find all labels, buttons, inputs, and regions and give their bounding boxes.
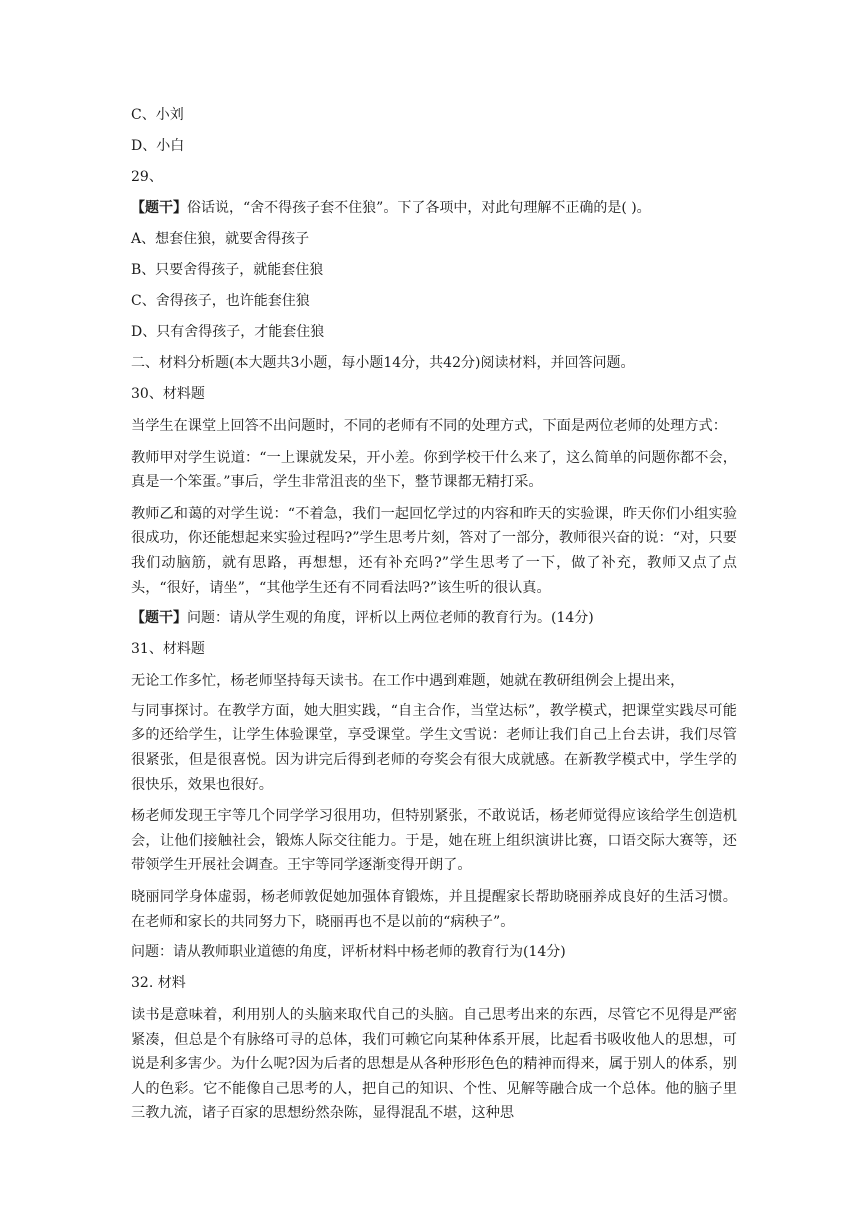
question-30-stem — [131, 607, 737, 629]
question-32-number: 32. 材料 — [131, 975, 186, 992]
question-29-option-b: B、只要舍得孩子，就能套住狼 — [131, 262, 324, 278]
stem-text: 问题：请从学生观的角度，评析以上两位老师的教育行为。(14分) — [187, 610, 594, 627]
question-29-option-c: C、舍得孩子，也许能套住狼 — [131, 293, 310, 309]
stem-tag: 【题干】 — [131, 610, 187, 627]
section-2-heading: 二、材料分析题(本大题共3小题，每小题14分，共42分)阅读材料，并回答问题。 — [131, 355, 635, 371]
question-30-paragraph: 当学生在课堂上回答不出问题时，不同的老师有不同的处理方式，下面是两位老师的处理方式： — [131, 418, 727, 434]
question-32-paragraph: 读书是意味着，利用别人的头脑来取代自己的头脑。自己思考出来的东西，尽管它不见得是严密紧凑，但总是个有脉络可寻的总体，我们可赖它向某种体系开展，比起看书吸收他人的思想，可说是利多害少。为什么呢?因为后者的思想是从各种形形色色的精神而得来，属于别人的体系，别人的色彩。它不能像自己思考的人，把自己的知识、个性、见解等融合成一个总体。他的脑子里三教九流，诸子百家的思想纷然杂陈，显得混乱不堪，这种思 — [131, 1007, 737, 1122]
question-30-paragraph: 教师乙和蔼的对学生说：“不着急，我们一起回忆学过的内容和昨天的实验课，昨天你们小组实验很成功，你还能想起来实验过程吗?”学生思考片刻，答对了一部分，教师很兴奋的说：“对，只要我们动脑筋，就有思路，再想想，还有补充吗?”学生思考了一下，做了补充，教师又点了点头，“很好，请坐”，“其他学生还有不同看法吗?”该生听的很认真。 — [131, 505, 737, 596]
question-31-paragraph: 晓丽同学身体虚弱，杨老师敦促她加强体育锻炼，并且提醒家长帮助晓丽养成良好的生活习惯。在老师和家长的共同努力下，晓丽再也不是以前的“病秧子”。 — [131, 888, 737, 930]
question-31-question: 问题：请从教师职业道德的角度，评析材料中杨老师的教育行为(14分) — [131, 944, 566, 961]
question-29-stem — [131, 197, 737, 219]
question-30-paragraph: 教师甲对学生说道：“一上课就发呆，开小差。你到学校干什么来了，这么简单的问题你都不会，真是一个笨蛋。”事后，学生非常沮丧的坐下，整节课都无精打采。 — [131, 449, 737, 491]
question-31-number: 31、材料题 — [131, 641, 205, 658]
question-29-number: 29、 — [131, 169, 163, 185]
question-31-paragraph: 杨老师发现王宇等几个同学学习很用功，但特别紧张，不敢说话，杨老师觉得应该给学生创造机会，让他们接触社会，锻炼人际交往能力。于是，她在班上组织演讲比赛，口语交际大赛等，还带领学生开展社会调查。王宇等同学逐渐变得开朗了。 — [131, 808, 737, 874]
document-page — [131, 104, 737, 1133]
option-c-q28: C、小刘 — [131, 107, 184, 123]
stem-text: 俗话说，“舍不得孩子套不住狼”。下了各项中，对此句理解不正确的是( )。 — [187, 200, 651, 216]
question-31-paragraph: 与同事探讨。在教学方面，她大胆实践，“自主合作，当堂达标”，教学模式，把课堂实践尽可能多的还给学生，让学生体验课堂，享受课堂。学生文雪说：老师让我们自己上台去讲，我们尽管很紧张，但是很喜悦。因为讲完后得到老师的夸奖会有很大成就感。在新教学模式中，学生学的很快乐，效果也很好。 — [131, 702, 737, 793]
question-29-option-d: D、只有舍得孩子，才能套住狼 — [131, 324, 325, 340]
stem-tag: 【题干】 — [131, 200, 187, 216]
question-31-paragraph: 无论工作多忙，杨老师坚持每天读书。在工作中遇到难题，她就在教研组例会上提出来， — [131, 673, 685, 690]
question-29-option-a: A、想套住狼，就要舍得孩子 — [131, 231, 310, 247]
question-30-number: 30、材料题 — [131, 386, 205, 402]
option-d-q28: D、小白 — [131, 138, 185, 154]
